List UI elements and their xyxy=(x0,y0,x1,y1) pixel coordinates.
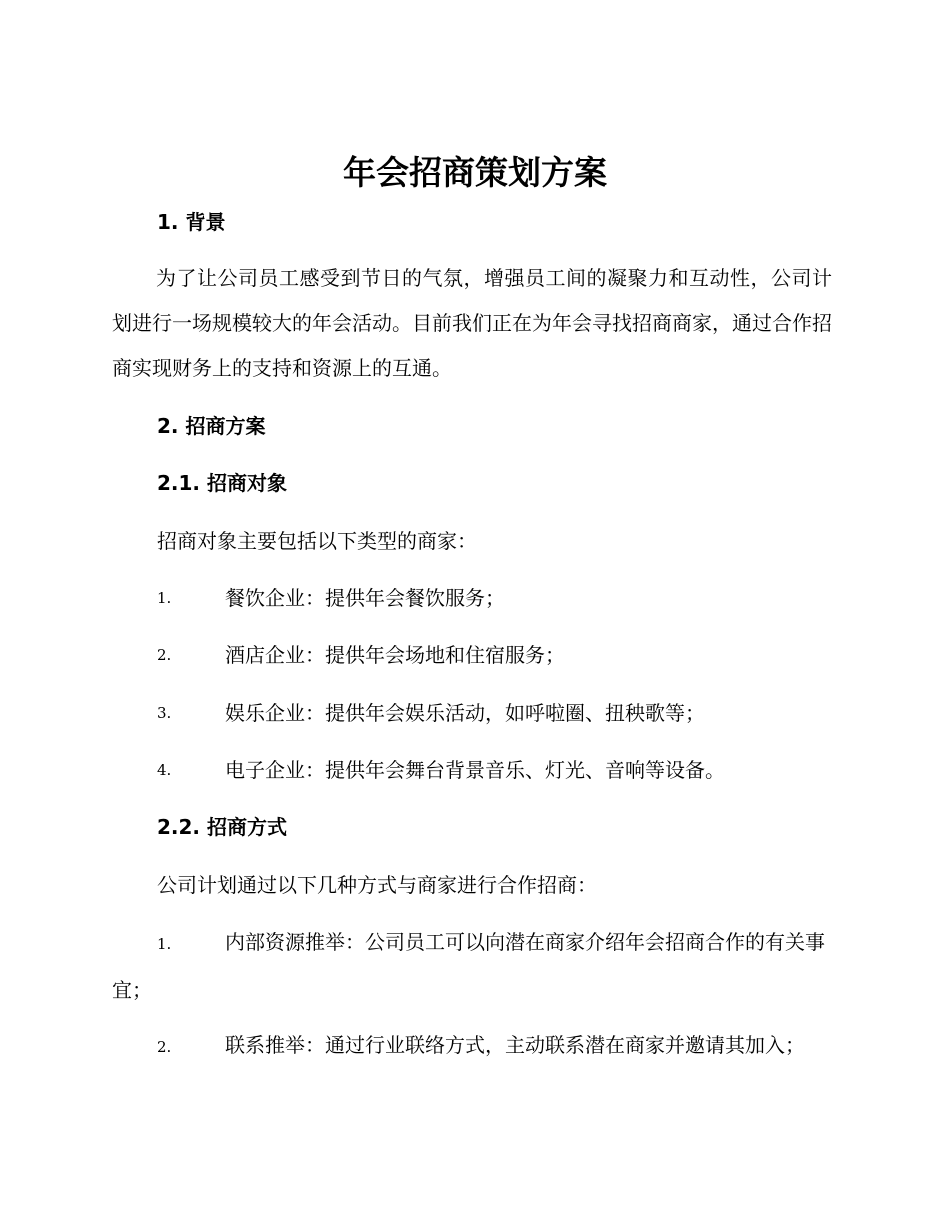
list-item-text: 酒店企业：提供年会场地和住宿服务； xyxy=(225,643,565,667)
list-item-text: 餐饮企业：提供年会餐饮服务； xyxy=(225,586,505,610)
list-item-text: 内部资源推举：公司员工可以向潜在商家介绍年会招商合作的有关事宜； xyxy=(112,930,825,1002)
list-item-text: 电子企业：提供年会舞台背景音乐、灯光、音响等设备。 xyxy=(225,758,725,782)
heading-targets: 2.1. 招商对象 xyxy=(157,471,287,495)
list-item-number: 2. xyxy=(157,1038,172,1056)
list-item xyxy=(112,1022,832,1070)
list-item-number: 1. xyxy=(157,589,172,607)
list-item xyxy=(112,919,832,1013)
list-item-number: 3. xyxy=(157,704,172,722)
document-title: 年会招商策划方案 xyxy=(343,153,607,192)
targets-intro: 招商对象主要包括以下类型的商家： xyxy=(157,529,477,553)
heading-methods: 2.2. 招商方式 xyxy=(157,815,287,839)
heading-background: 1. 背景 xyxy=(157,210,226,234)
list-item-text: 娱乐企业：提供年会娱乐活动，如呼啦圈、扭秧歌等； xyxy=(225,701,705,725)
list-item-number: 2. xyxy=(157,646,172,664)
methods-intro: 公司计划通过以下几种方式与商家进行合作招商： xyxy=(157,873,597,897)
list-item-number: 1. xyxy=(157,935,172,953)
heading-plan: 2. 招商方案 xyxy=(157,414,266,438)
list-item-number: 4. xyxy=(157,761,172,779)
list-item-text: 联系推举：通过行业联络方式，主动联系潜在商家并邀请其加入； xyxy=(225,1033,805,1057)
background-paragraph: 为了让公司员工感受到节日的气氛，增强员工间的凝聚力和互动性，公司计划进行一场规模较大的年会活动。目前我们正在为年会寻找招商商家，通过合作招商实现财务上的支持和资源上的互通。 xyxy=(112,266,832,380)
